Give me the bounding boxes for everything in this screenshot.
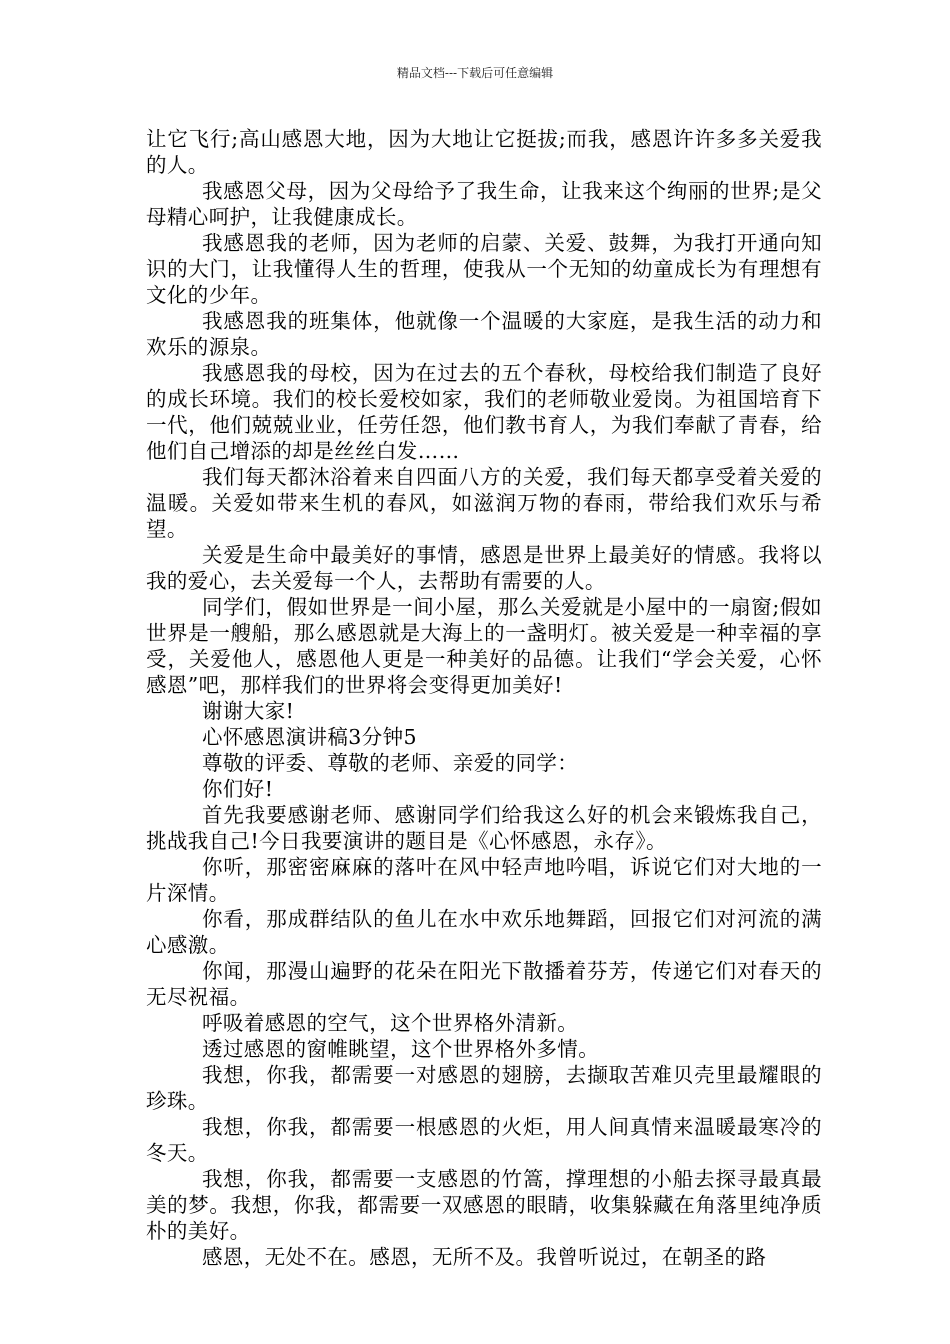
document-body <box>146 126 822 1270</box>
paragraph: 我想，你我，都需要一根感恩的火炬，用人间真情来温暖最寒冷的冬天。 <box>146 1115 822 1165</box>
paragraph: 你闻，那漫山遍野的花朵在阳光下散播着芬芳，传递它们对春天的无尽祝福。 <box>146 959 822 1009</box>
paragraph: 你听，那密密麻麻的落叶在风中轻声地吟唱，诉说它们对大地的一片深情。 <box>146 855 822 905</box>
greeting: 你们好! <box>202 777 274 801</box>
paragraph: 我想，你我，都需要一对感恩的翅膀，去撷取苦难贝壳里最耀眼的珍珠。 <box>146 1063 822 1113</box>
closing-line: 谢谢大家! <box>202 699 295 723</box>
salutation: 尊敬的评委、尊敬的老师、亲爱的同学： <box>202 751 579 775</box>
paragraph: 我感恩我的班集体，他就像一个温暖的大家庭，是我生活的动力和欢乐的源泉。 <box>146 309 822 359</box>
paragraph: 我们每天都沐浴着来自四面八方的关爱，我们每天都享受着关爱的温暖。关爱如带来生机的春风，如滋润万物的春雨，带给我们欢乐与希望。 <box>146 465 822 541</box>
paragraph: 我感恩我的母校，因为在过去的五个春秋，母校给我们制造了良好的成长环境。我们的校长爱校如家，我们的老师敬业爱岗。为祖国培育下一代，他们兢兢业业，任劳任怨，他们教书育人，为我们奉献了青春，给他们自己增添的却是丝丝白发…… <box>146 361 822 463</box>
paragraph: 透过感恩的窗帷眺望，这个世界格外多情。 <box>202 1037 600 1061</box>
paragraph: 感恩，无处不在。感恩，无所不及。我曾听说过，在朝圣的路 <box>202 1245 767 1269</box>
paragraph: 让它飞行;高山感恩大地，因为大地让它挺拔;而我，感恩许许多多关爱我的人。 <box>146 127 822 177</box>
paragraph: 同学们，假如世界是一间小屋，那么关爱就是小屋中的一扇窗;假如世界是一艘船，那么感恩就是大海上的一盏明灯。被关爱是一种幸福的享受，关爱他人，感恩他人更是一种美好的品德。让我们“学会关爱，心怀感恩”吧，那样我们的世界将会变得更加美好! <box>146 595 822 697</box>
paragraph: 呼吸着感恩的空气，这个世界格外清新。 <box>202 1011 579 1035</box>
section-title: 心怀感恩演讲稿3分钟5 <box>202 725 417 749</box>
paragraph: 首先我要感谢老师、感谢同学们给我这么好的机会来锻炼我自己，挑战我自己!今日我要演讲的题目是《心怀感恩，永存》。 <box>146 803 822 853</box>
paragraph: 我想，你我，都需要一支感恩的竹篙，撑理想的小船去探寻最真最美的梦。我想，你我，都需要一双感恩的眼睛，收集躲藏在角落里纯净质朴的美好。 <box>146 1167 822 1243</box>
paragraph: 我感恩我的老师，因为老师的启蒙、关爱、鼓舞，为我打开通向知识的大门，让我懂得人生的哲理，使我从一个无知的幼童成长为有理想有文化的少年。 <box>146 231 822 307</box>
page-header: 精品文档---下载后可任意编辑 <box>396 66 554 80</box>
paragraph: 我感恩父母，因为父母给予了我生命，让我来这个绚丽的世界;是父母精心呵护，让我健康成长。 <box>146 179 822 229</box>
paragraph: 关爱是生命中最美好的事情，感恩是世界上最美好的情感。我将以我的爱心，去关爱每一个人，去帮助有需要的人。 <box>146 543 822 593</box>
paragraph: 你看，那成群结队的鱼儿在水中欢乐地舞蹈，回报它们对河流的满心感激。 <box>146 907 822 957</box>
